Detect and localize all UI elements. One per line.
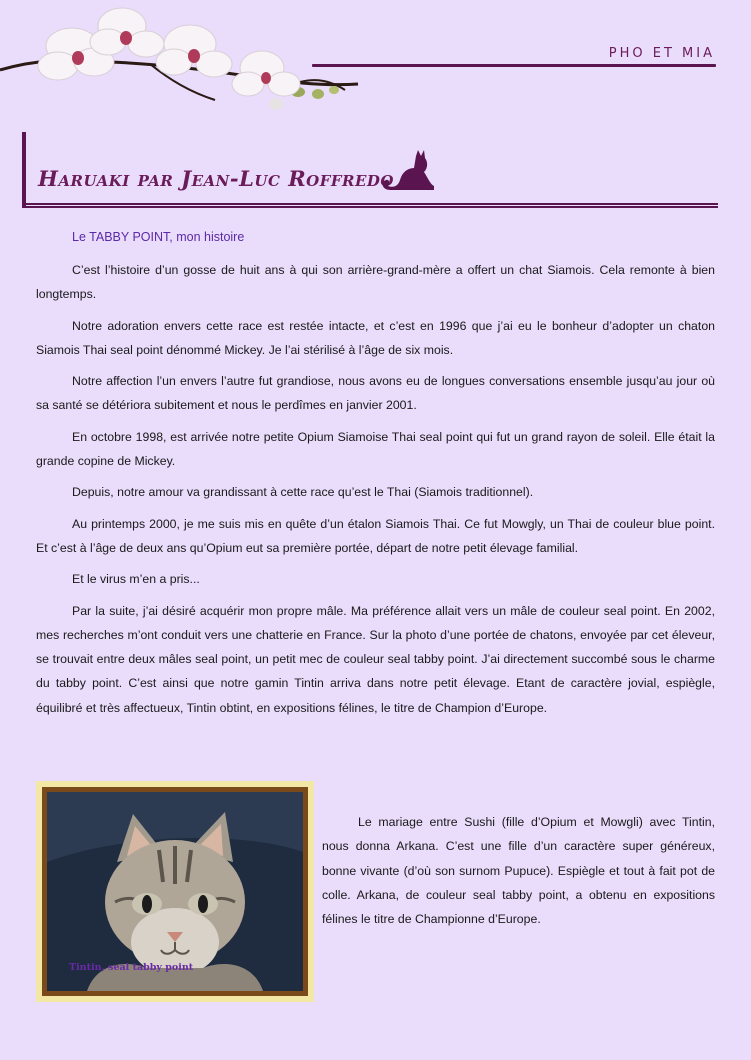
header-rule bbox=[312, 64, 716, 67]
side-paragraph-block bbox=[322, 810, 715, 931]
cat-silhouette-icon bbox=[380, 146, 436, 192]
cat-photo-frame bbox=[36, 781, 314, 1002]
cat-photo bbox=[42, 787, 308, 996]
title-rule bbox=[22, 203, 718, 208]
paragraph: Et le virus m’en a pris... bbox=[72, 572, 200, 587]
article-title: Haruaki par Jean-Luc Roffredo bbox=[38, 166, 394, 191]
paragraph: En octobre 1998, est arrivée notre petite Opium Siamoise Thai seal point qui fut un grand rayon de soleil. Elle était la grande copine de Mickey. bbox=[36, 429, 715, 469]
paragraph: Depuis, notre amour va grandissant à cette race qu’est le Thai (Siamois traditionnel). bbox=[72, 485, 534, 500]
paragraph: Notre affection l’un envers l’autre fut grandiose, nous avons eu de longues conversations ensemble jusqu’au jour où sa santé se détériora subitement et nous le perdîmes en janvier 2001. bbox=[36, 374, 715, 413]
title-left-border bbox=[22, 132, 26, 208]
paragraph: Notre adoration envers cette race est restée intacte, et c’est en 1996 que j’ai eu le bonheur d’adopter un chaton Siamois Thai seal point dénommé Mickey. Je l’ai stérilisé à l’âge de six mois. bbox=[36, 318, 715, 357]
article-body bbox=[36, 258, 715, 727]
article-subtitle: Le TABBY POINT, mon histoire bbox=[72, 230, 245, 244]
photo-caption: Tintin, seal tabby point bbox=[69, 962, 194, 973]
side-paragraph: Le mariage entre Sushi (fille d’Opium et Mowgli) avec Tintin, nous donna Arkana. C’est une fille d’un caractère super généreux, bonne vivante (d’où son surnom Pupuce). Espiègle et tout à fait pot de colle. Arkana, de couleur seal tabby point, a obtenu en expositions félines le titre de Championne d’Europe. bbox=[322, 815, 715, 927]
brand-label: PHO ET MIA bbox=[608, 46, 715, 61]
paragraph: C’est l’histoire d’un gosse de huit ans à qui son arrière-grand-mère a offert un chat Siamois. Cela remonte à bien longtemps. bbox=[36, 263, 715, 302]
orchid-branch-icon bbox=[0, 0, 370, 118]
paragraph: Au printemps 2000, je me suis mis en quête d’un étalon Siamois Thai. Ce fut Mowgly, un Thai de couleur blue point. Et c’est à l’âge de deux ans qu’Opium eut sa première portée, départ de notre petit élevage familial. bbox=[36, 516, 715, 555]
paragraph: Par la suite, j’ai désiré acquérir mon propre mâle. Ma préférence allait vers un mâle de couleur seal point. En 2002, mes recherches m’ont conduit vers une chatterie en France. Sur la photo d’une portée de chatons, envoyée par cet éleveur, se trouvait entre deux mâles seal point, un petit mec de couleur seal tabby point. J’ai directement succombé sous le charme du tabby point. C’est ainsi que notre gamin Tintin arriva dans notre petit élevage. Etant de caractère jovial, espiègle, équilibré et très affectueux, Tintin obtint, en expositions félines, le titre de Champion d’Europe. bbox=[36, 603, 715, 715]
